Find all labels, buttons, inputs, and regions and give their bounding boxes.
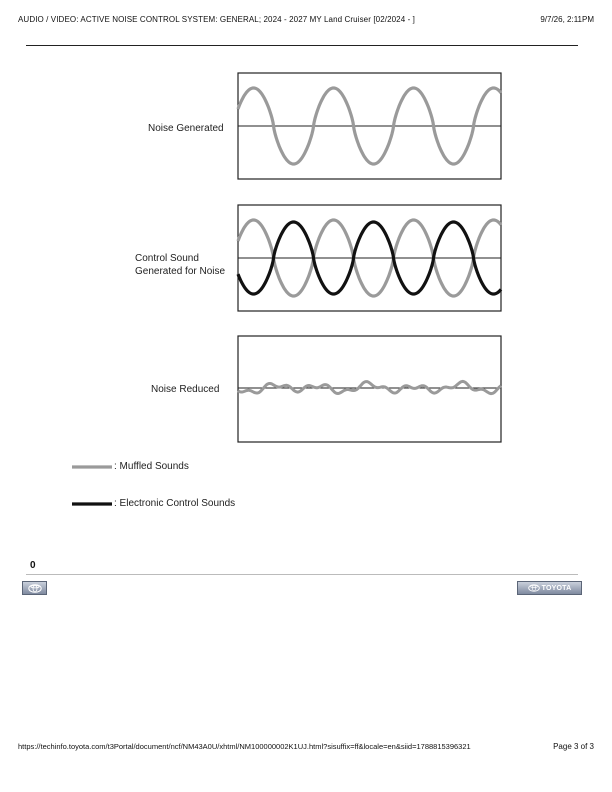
toyota-brand-button[interactable] <box>517 581 582 595</box>
stray-character: 0 <box>30 560 36 571</box>
toyota-emblem-icon <box>28 584 42 593</box>
label-control-sound-line1: Control Sound <box>135 253 199 264</box>
source-url: https://techinfo.toyota.com/t3Portal/document/ncf/NM43A0U/xhtml/NM100000002K1UJ.html?sisuffix=ff&locale=en&siid=1788815396321 <box>18 742 471 751</box>
label-noise-generated: Noise Generated <box>148 123 224 134</box>
footer-divider <box>26 574 578 575</box>
toyota-home-button[interactable] <box>22 581 47 595</box>
label-control-sound-line2: Generated for Noise <box>135 266 226 277</box>
toyota-wordmark: TOYOTA <box>541 584 572 592</box>
label-control-sound <box>135 252 225 278</box>
page-number: Page 3 of 3 <box>553 742 594 751</box>
print-datetime: 9/7/26, 2:11PM <box>540 15 594 24</box>
legend-label-muffled: : Muffled Sounds <box>114 461 189 472</box>
label-noise-reduced: Noise Reduced <box>151 384 220 395</box>
legend-label-electronic: : Electronic Control Sounds <box>114 498 236 509</box>
document-title: AUDIO / VIDEO: ACTIVE NOISE CONTROL SYSTEM: GENERAL; 2024 - 2027 MY Land Cruiser [02/2024 - ] <box>18 15 415 24</box>
panel-frame-noise-reduced <box>238 336 501 442</box>
toyota-emblem-icon <box>528 584 540 592</box>
